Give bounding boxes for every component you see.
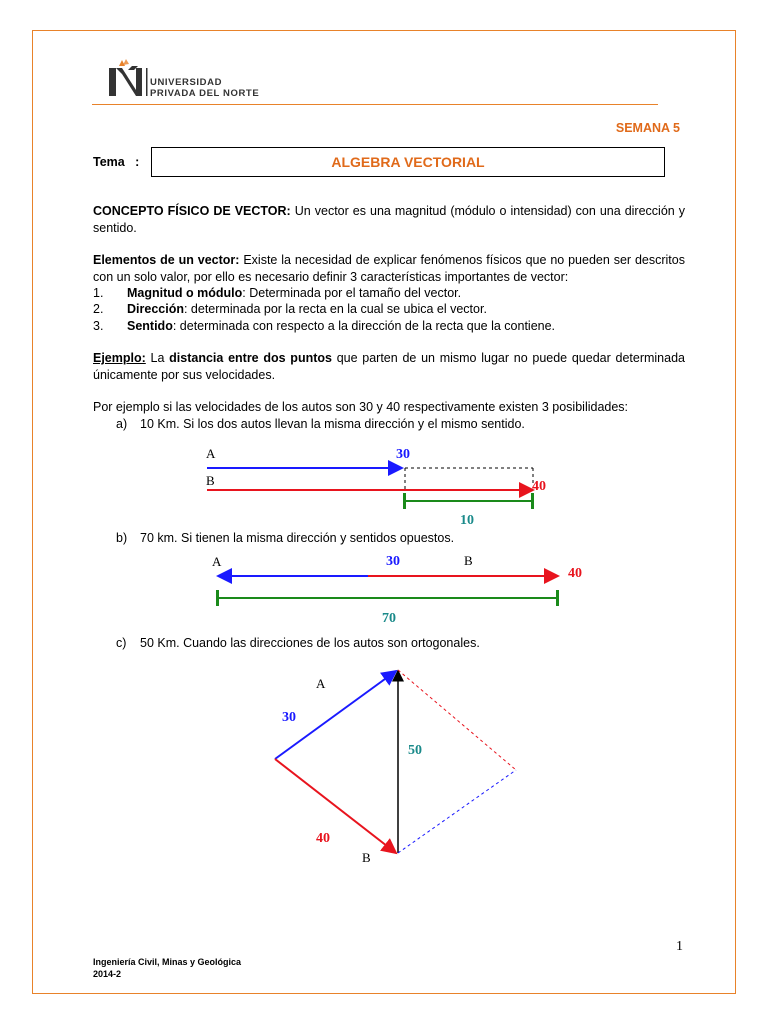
case-c: c) 50 Km. Cuando las direcciones de los autos son ortogonales.	[116, 636, 480, 650]
figure-same-direction	[190, 440, 570, 530]
vector-b-value: 40	[316, 831, 330, 846]
case-b: b) 70 km. Si tienen la misma dirección y sentidos opuestos.	[116, 531, 455, 545]
dashed-parallel	[398, 770, 516, 853]
footer	[93, 956, 241, 980]
page-number: 1	[676, 939, 683, 954]
vector-b-value: 40	[568, 566, 582, 581]
vector-b-label: B	[362, 850, 371, 865]
topic-title: ALGEBRA VECTORIAL	[151, 147, 665, 177]
concept-term: CONCEPTO FÍSICO DE VECTOR:	[93, 204, 291, 218]
elements-paragraph	[93, 252, 685, 286]
vector-a-label: A	[316, 676, 326, 691]
list-item: 2. Dirección: determinada por la recta en la cual se ubica el vector.	[93, 302, 487, 316]
university-line-2: PRIVADA DEL NORTE	[150, 88, 260, 99]
footer-line-1: Ingeniería Civil, Minas y Geológica	[93, 957, 242, 967]
university-line-1: UNIVERSIDAD	[150, 77, 223, 88]
list-item: 1. Magnitud o módulo: Determinada por el tamaño del vector.	[93, 286, 462, 300]
concept-text: Un vector es una magnitud (módulo o intensidad) con una dirección y sentido.	[93, 204, 685, 235]
case-a: a) 10 Km. Si los dos autos llevan la misma dirección y el mismo sentido.	[116, 417, 525, 431]
difference-value: 10	[460, 513, 474, 528]
header-rule	[92, 104, 658, 105]
example-paragraph: Ejemplo: La distancia entre dos puntos que parten de un mismo lugar no puede quedar determinada únicamente por sus velocidades.	[93, 351, 685, 382]
vector-a-value: 30	[396, 447, 410, 462]
vector-a-value: 30	[282, 710, 296, 725]
university-name	[150, 77, 259, 99]
vector-a-label: A	[212, 554, 222, 569]
week-label: SEMANA 5	[615, 121, 680, 135]
sum-value: 70	[382, 611, 396, 626]
vector-a-value: 30	[386, 554, 400, 569]
example-label: Ejemplo:	[93, 351, 146, 365]
elements-term: Elementos de un vector:	[93, 253, 240, 267]
vector-b-arrow	[275, 759, 396, 853]
figure-opposite-direction	[200, 550, 600, 630]
list-item: 3. Sentido: determinada con respecto a la dirección de la recta que la contiene.	[93, 319, 556, 333]
topic-label: Tema :	[93, 155, 140, 169]
concept-paragraph	[93, 203, 685, 237]
elements-text: Existe la necesidad de explicar fenómenos físicos que no pueden ser descritos con un solo valor, por ello es necesario definir 3 características importantes de vector:	[93, 253, 685, 284]
vector-b-value: 40	[532, 479, 546, 494]
intro-paragraph: Por ejemplo si las velocidades de los autos son 30 y 40 respectivamente existen 3 posibilidades:	[93, 400, 629, 414]
vector-a-label: A	[206, 446, 216, 461]
resultant-value: 50	[408, 743, 422, 758]
footer-line-2: 2014-2	[93, 969, 122, 979]
vector-b-label: B	[464, 553, 473, 568]
figure-orthogonal	[260, 665, 540, 875]
vector-b-label: B	[206, 473, 215, 488]
